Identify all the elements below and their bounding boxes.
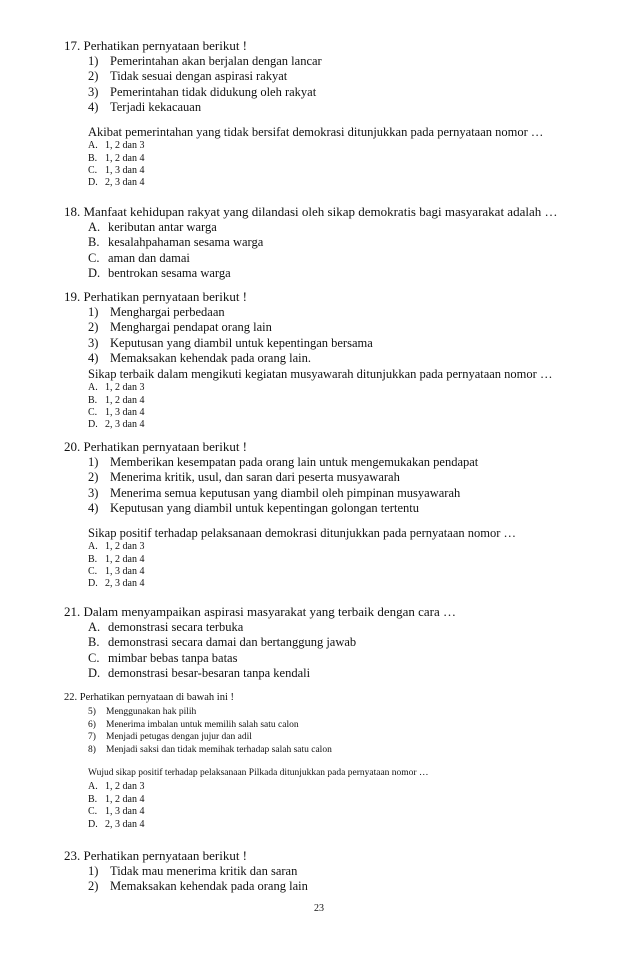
statement-item: 2) Menerima kritik, usul, dan saran dari peserta musyawarah bbox=[88, 470, 400, 485]
statement-list bbox=[88, 455, 594, 516]
answer-option[interactable]: C. 1, 3 dan 4 bbox=[88, 165, 145, 176]
question-18 bbox=[64, 204, 594, 281]
statement-item: 8) Menjadi saksi dan tidak memihak terhadap salah satu calon bbox=[88, 744, 332, 755]
question-21 bbox=[64, 604, 594, 681]
statement-item: 1) Menghargai perbedaan bbox=[88, 305, 225, 319]
answer-options bbox=[88, 620, 594, 681]
statement-list bbox=[88, 305, 594, 366]
statement-item: 2) Menghargai pendapat orang lain bbox=[88, 320, 272, 335]
statement-item: 2) Memaksakan kehendak pada orang lain bbox=[88, 879, 308, 894]
answer-option[interactable]: C. 1, 3 dan 4 bbox=[88, 407, 145, 418]
answer-option[interactable]: C. aman dan damai bbox=[88, 250, 190, 265]
answer-options bbox=[88, 140, 594, 190]
question-stem: 18. Manfaat kehidupan rakyat yang dilandasi oleh sikap demokratis bagi masyarakat adalah … bbox=[64, 204, 558, 219]
answer-option[interactable]: C. 1, 3 dan 4 bbox=[88, 566, 145, 577]
statement-item: 7) Menjadi petugas dengan jujur dan adil bbox=[88, 732, 252, 743]
answer-option[interactable]: B. 1, 2 dan 4 bbox=[88, 793, 145, 805]
question-23 bbox=[64, 848, 594, 895]
page-number: 23 bbox=[314, 903, 324, 914]
statement-item: 3) Keputusan yang diambil untuk kepentingan bersama bbox=[88, 335, 373, 350]
statement-item: 3) Menerima semua keputusan yang diambil oleh pimpinan musyawarah bbox=[88, 485, 461, 500]
answer-option[interactable]: D. 2, 3 dan 4 bbox=[88, 578, 145, 590]
answer-options bbox=[88, 220, 594, 281]
answer-option[interactable]: B. 1, 2 dan 4 bbox=[88, 394, 145, 406]
question-22 bbox=[64, 690, 594, 831]
answer-option[interactable]: B. demonstrasi secara damai dan bertanggung jawab bbox=[88, 635, 357, 650]
answer-options bbox=[88, 382, 594, 432]
answer-option[interactable]: D. 2, 3 dan 4 bbox=[88, 419, 145, 431]
answer-option[interactable]: A. 1, 2 dan 3 bbox=[88, 382, 145, 394]
answer-option[interactable]: A. keributan antar warga bbox=[88, 220, 217, 234]
question-17 bbox=[64, 38, 594, 190]
statement-item: 3) Pemerintahan tidak didukung oleh rakyat bbox=[88, 84, 317, 99]
statement-item: 1) Memberikan kesempatan pada orang lain untuk mengemukakan pendapat bbox=[88, 455, 479, 469]
question-stem: 20. Perhatikan pernyataan berikut ! bbox=[64, 439, 248, 454]
question-prompt: Wujud sikap positif terhadap pelaksanaan Pilkada ditunjukkan pada pernyataan nomor … bbox=[88, 768, 429, 779]
statement-list bbox=[88, 54, 594, 115]
question-prompt: Sikap positif terhadap pelaksanaan demokrasi ditunjukkan pada pernyataan nomor … bbox=[88, 526, 516, 541]
statement-list bbox=[88, 706, 594, 756]
statement-item: 1) Pemerintahan akan berjalan dengan lancar bbox=[88, 54, 322, 68]
question-prompt: Akibat pemerintahan yang tidak bersifat demokrasi ditunjukkan pada pernyataan nomor … bbox=[88, 125, 544, 140]
answer-option[interactable]: B. 1, 2 dan 4 bbox=[88, 152, 145, 164]
answer-option[interactable]: D. 2, 3 dan 4 bbox=[88, 818, 145, 830]
statement-item: 4) Terjadi kekacauan bbox=[88, 99, 202, 114]
answer-option[interactable]: C. mimbar bebas tanpa batas bbox=[88, 650, 238, 665]
answer-option[interactable]: A. 1, 2 dan 3 bbox=[88, 781, 145, 793]
answer-option[interactable]: D. 2, 3 dan 4 bbox=[88, 177, 145, 189]
statement-item: 4) Memaksakan kehendak pada orang lain. bbox=[88, 350, 311, 365]
statement-item: 1) Tidak mau menerima kritik dan saran bbox=[88, 864, 298, 878]
statement-item: 4) Keputusan yang diambil untuk kepentingan golongan tertentu bbox=[88, 500, 419, 515]
statement-item: 6) Menerima imbalan untuk memilih salah satu calon bbox=[88, 719, 299, 730]
question-stem: 23. Perhatikan pernyataan berikut ! bbox=[64, 848, 248, 863]
question-stem: 22. Perhatikan pernyataan di bawah ini ! bbox=[64, 692, 234, 703]
answer-option[interactable]: D. bentrokan sesama warga bbox=[88, 265, 231, 280]
question-stem: 21. Dalam menyampaikan aspirasi masyarakat yang terbaik dengan cara … bbox=[64, 604, 457, 619]
answer-option[interactable]: A. demonstrasi secara terbuka bbox=[88, 620, 244, 634]
answer-option[interactable]: B. kesalahpahaman sesama warga bbox=[88, 235, 264, 250]
question-stem: 19. Perhatikan pernyataan berikut ! bbox=[64, 289, 248, 304]
answer-options bbox=[88, 541, 594, 591]
statement-item: 5) Menggunakan hak pilih bbox=[88, 707, 197, 717]
answer-option[interactable]: D. demonstrasi besar-besaran tanpa kendali bbox=[88, 665, 311, 680]
answer-option[interactable]: C. 1, 3 dan 4 bbox=[88, 806, 145, 818]
answer-options bbox=[88, 781, 594, 831]
answer-option[interactable]: B. 1, 2 dan 4 bbox=[88, 553, 145, 565]
question-20 bbox=[64, 439, 594, 591]
question-19 bbox=[64, 289, 594, 432]
answer-option[interactable]: A. 1, 2 dan 3 bbox=[88, 140, 145, 152]
answer-option[interactable]: A. 1, 2 dan 3 bbox=[88, 541, 145, 553]
statement-list bbox=[88, 864, 594, 895]
statement-item: 2) Tidak sesuai dengan aspirasi rakyat bbox=[88, 69, 288, 84]
question-stem: 17. Perhatikan pernyataan berikut ! bbox=[64, 38, 248, 53]
question-prompt: Sikap terbaik dalam mengikuti kegiatan musyawarah ditunjukkan pada pernyataan nomor … bbox=[88, 367, 553, 382]
